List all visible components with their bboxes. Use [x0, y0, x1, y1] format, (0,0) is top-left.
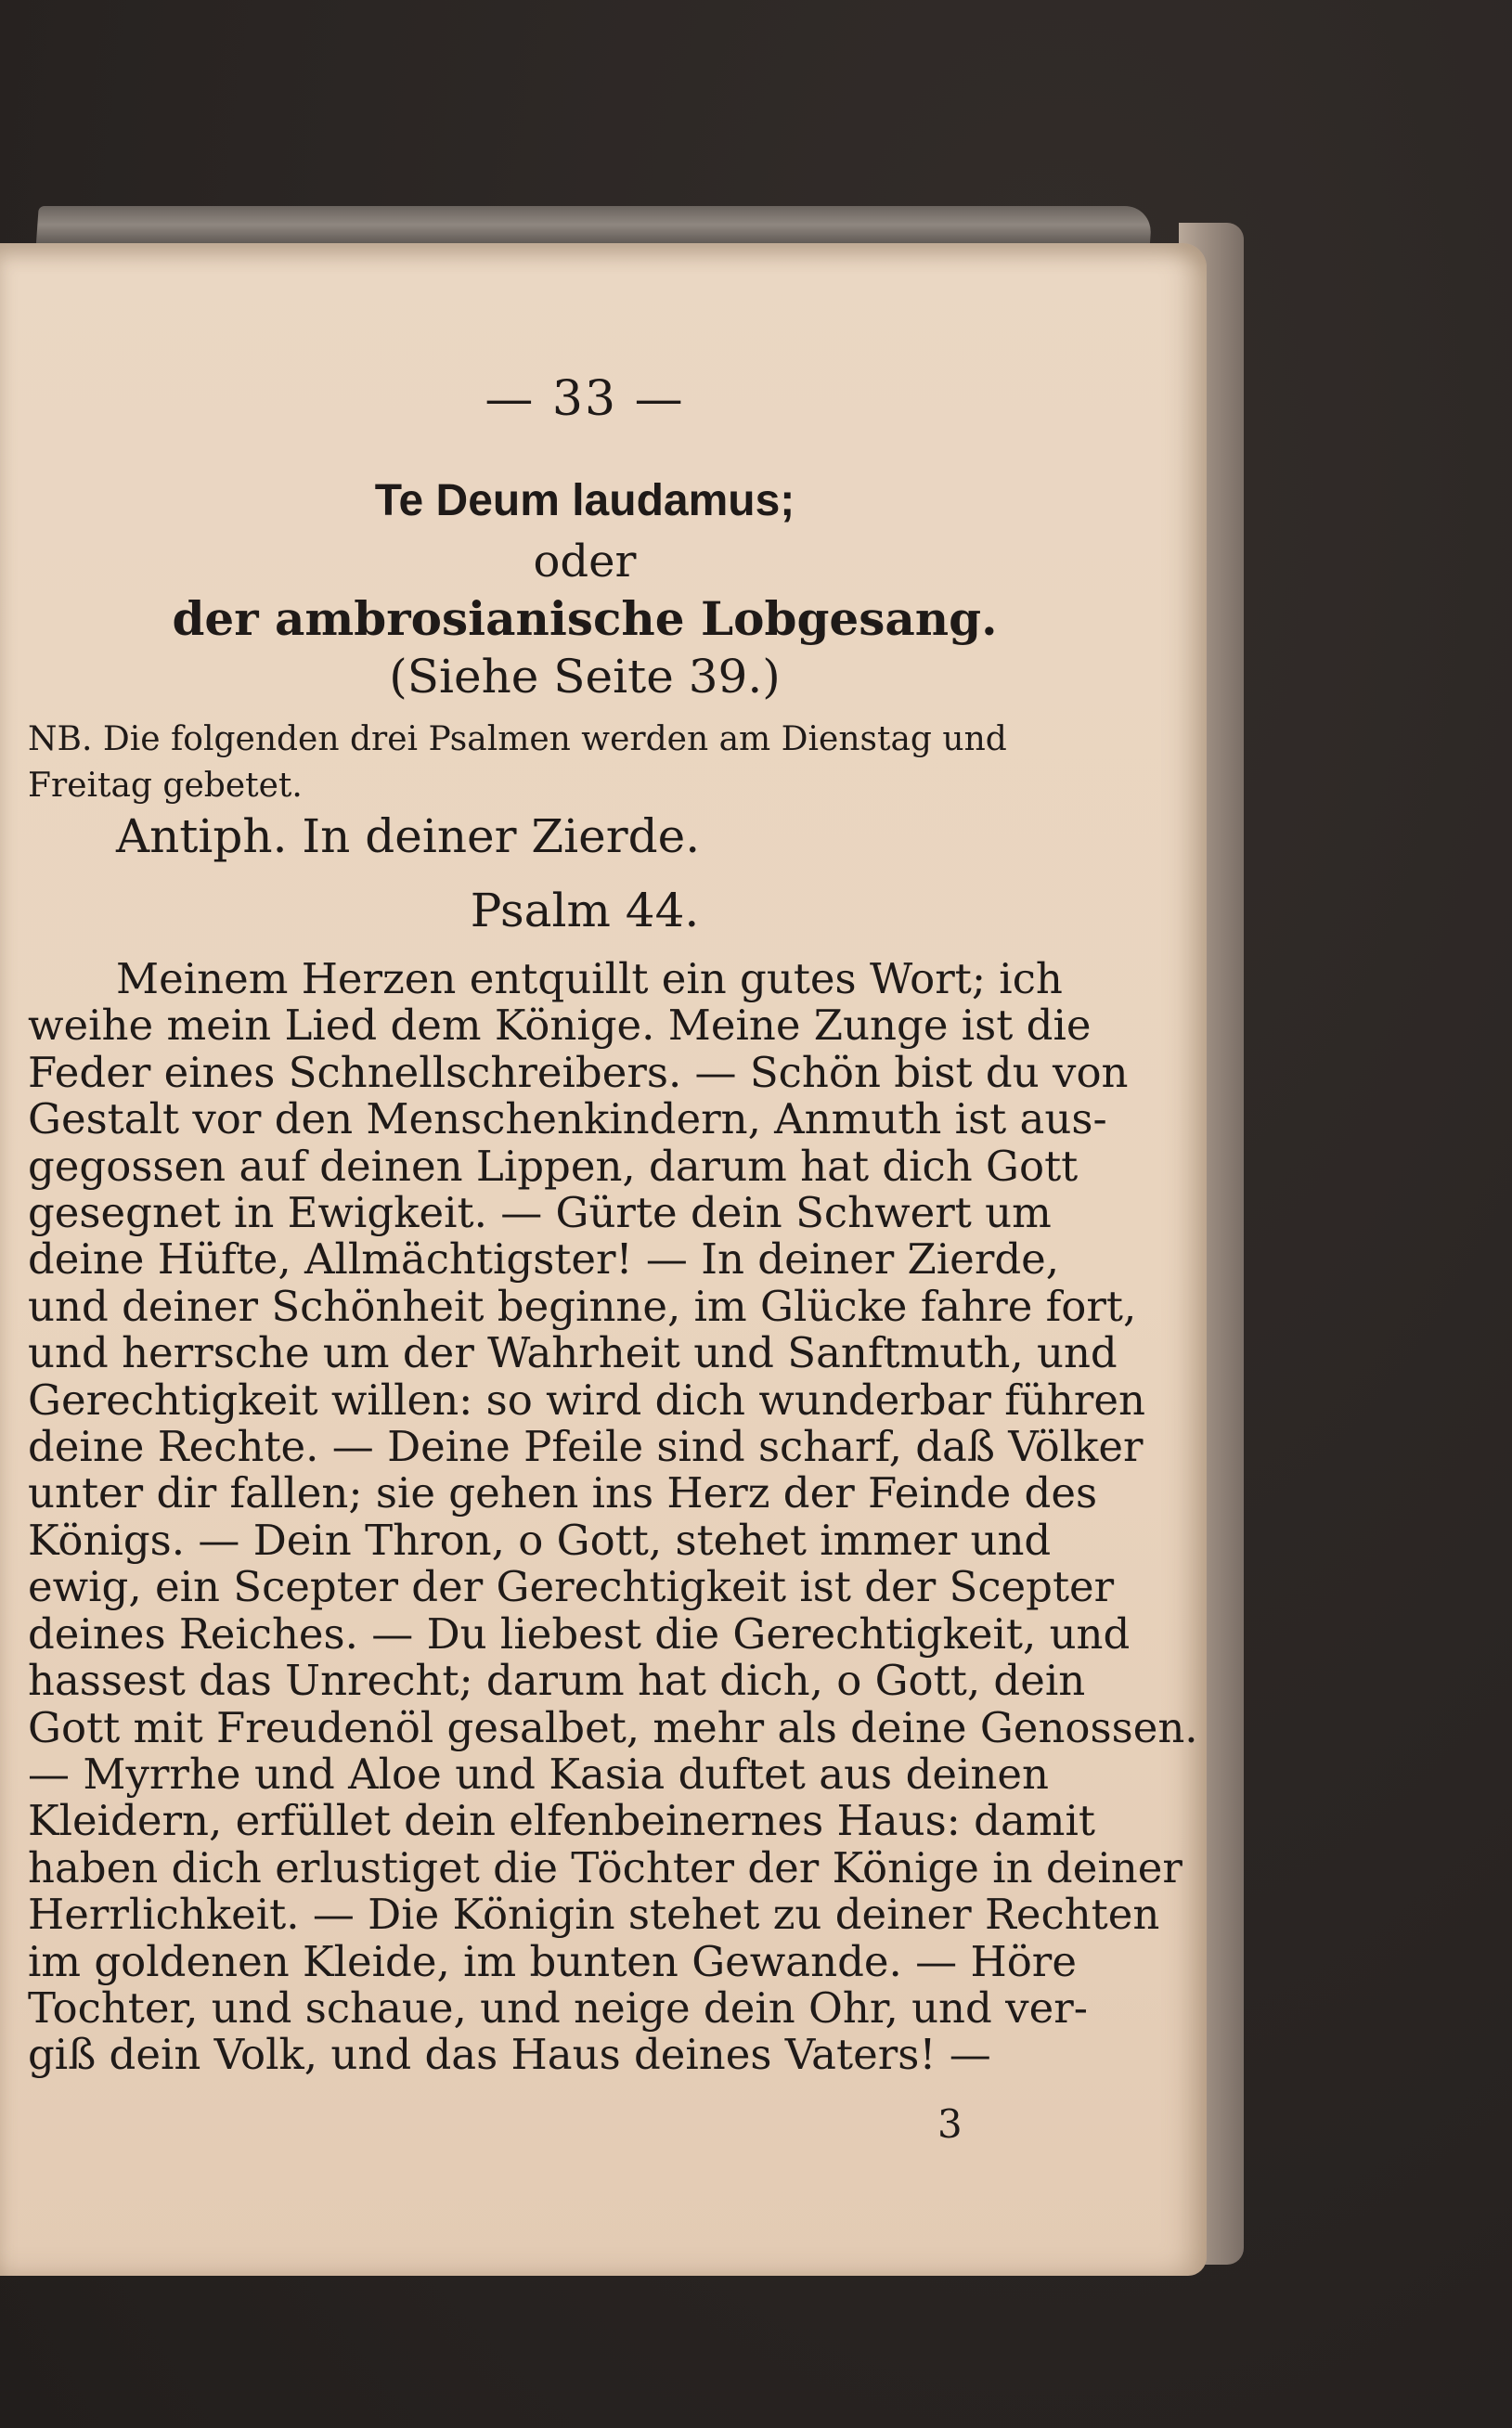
text-line: Meinem Herzen entquillt ein gutes Wort; ich	[116, 954, 1063, 1003]
text-line: Kleidern, erfüllet dein elfenbeinernes Haus: damit	[28, 1796, 1095, 1846]
antiphon-line: Antiph. In deiner Zierde.	[116, 809, 701, 863]
text-line: weihe mein Lied dem Könige. Meine Zunge ist die	[28, 1001, 1092, 1051]
text-line: im goldenen Kleide, im bunten Gewande. — Höre	[28, 1936, 1077, 1986]
text-line: unter dir fallen; sie gehen ins Herz der Feinde des	[28, 1468, 1098, 1518]
text-line: und herrsche um der Wahrheit und Sanftmuth, und	[28, 1328, 1118, 1378]
page-number: — 33 —	[485, 371, 685, 427]
text-line: Tochter, und schaue, und neige dein Ohr, und ver-	[28, 1982, 1088, 2033]
text-line: giß dein Volk, und das Haus deines Vaters! —	[28, 2030, 991, 2080]
text-line: deines Reiches. — Du liebest die Gerechtigkeit, und	[28, 1608, 1131, 1659]
page-reference: (Siehe Seite 39.)	[389, 650, 781, 704]
text-line: Gestalt vor den Menschenkindern, Anmuth ist aus-	[28, 1094, 1107, 1144]
text-line: Herrlichkeit. — Die Königin stehet zu deiner Rechten	[28, 1890, 1160, 1940]
text-line: Gott mit Freudenöl gesalbet, mehr als deine Genossen.	[28, 1702, 1198, 1752]
text-line: ewig, ein Scepter der Gerechtigkeit ist der Scepter	[28, 1562, 1115, 1612]
hymn-title: Te Deum laudamus;	[374, 476, 795, 525]
title-conjunction: oder	[533, 536, 637, 588]
psalm-text	[28, 954, 1198, 2080]
psalm-heading: Psalm 44.	[470, 884, 700, 937]
book-page	[0, 243, 1207, 2276]
nota-bene-note: NB. Die folgenden drei Psalmen werden am Dienstag und Freitag gebetet.	[28, 720, 1007, 805]
text-line: gesegnet in Ewigkeit. — Gürte dein Schwert um	[28, 1188, 1052, 1238]
text-line: und deiner Schönheit beginne, im Glücke fahre fort,	[28, 1281, 1137, 1331]
text-line: deine Hüfte, Allmächtigster! — In deiner Zierde,	[28, 1234, 1060, 1285]
text-line: — Myrrhe und Aloe und Kasia duftet aus deinen	[28, 1749, 1049, 1799]
text-line: hassest das Unrecht; darum hat dich, o Gott, dein	[28, 1656, 1086, 1706]
signature-mark: 3	[937, 2101, 963, 2147]
hymn-subtitle: der ambrosianische Lobgesang.	[172, 591, 998, 646]
text-line: haben dich erlustiget die Töchter der Könige in deiner	[28, 1842, 1182, 1892]
text-line: Feder eines Schnellschreibers. — Schön bist du von	[28, 1047, 1129, 1097]
text-line: gegossen auf deinen Lippen, darum hat dich Gott	[28, 1141, 1079, 1191]
text-line: deine Rechte. — Deine Pfeile sind scharf, daß Völker	[28, 1422, 1144, 1472]
text-line: Königs. — Dein Thron, o Gott, stehet immer und	[28, 1515, 1052, 1565]
text-line: Gerechtigkeit willen: so wird dich wunderbar führen	[28, 1375, 1145, 1425]
